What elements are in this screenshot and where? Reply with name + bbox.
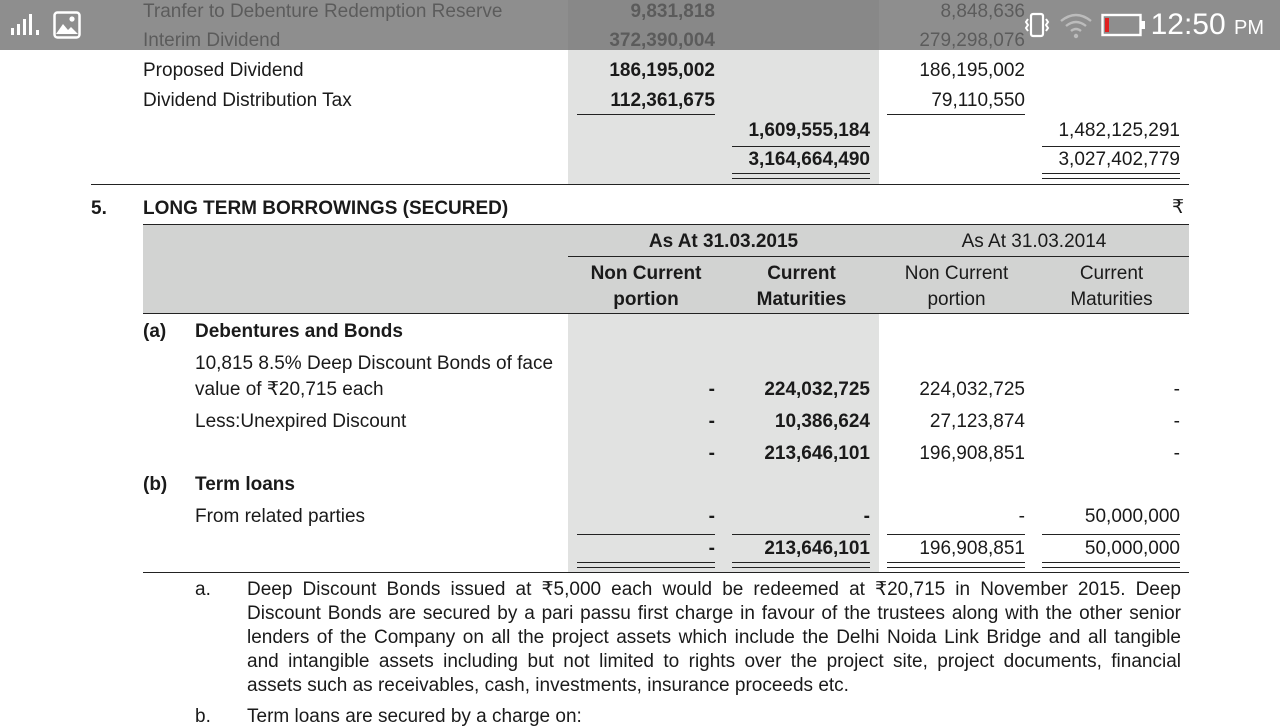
- header-col1-line2: portion: [613, 289, 679, 310]
- less-col4: -: [1173, 411, 1180, 432]
- header-col2-line1: Current: [767, 263, 836, 284]
- battery-low-icon: [1101, 13, 1147, 37]
- header-col3-line1: Non Current: [904, 263, 1009, 284]
- section-number: 5.: [91, 198, 107, 219]
- item-a-marker: (a): [143, 321, 167, 342]
- related-col1: -: [708, 506, 715, 527]
- row-value-proposed-py: 186,195,002: [919, 60, 1025, 81]
- section-divider: [91, 184, 1189, 185]
- rule: [887, 534, 1025, 535]
- item-b-heading: Term loans: [195, 474, 295, 495]
- rule: [732, 146, 870, 147]
- clock-time: 12:50: [1150, 8, 1226, 41]
- status-clock: [1151, 8, 1264, 45]
- status-bar: [0, 0, 1280, 50]
- header-col4-line1: Current: [1079, 263, 1144, 284]
- total-col3: 196,908,851: [919, 538, 1025, 559]
- bond-col1: -: [708, 379, 715, 400]
- double-rule: [1042, 173, 1180, 179]
- wifi-icon: [1059, 11, 1093, 39]
- rule: [568, 256, 1189, 257]
- subtotal-cy: 1,609,555,184: [748, 120, 870, 141]
- less-col1: -: [708, 411, 715, 432]
- item-b-marker: (b): [143, 474, 168, 495]
- related-col2: -: [863, 506, 870, 527]
- header-date-py: As At 31.03.2014: [961, 231, 1107, 252]
- note-b-text: Term loans are secured by a charge on:: [247, 706, 582, 727]
- header-col2-line2: Maturities: [756, 289, 847, 310]
- note-a-line: assets such as receivables, cash, investments, insurance proceeds etc.: [247, 675, 849, 696]
- note-a-line: Deep Discount Bonds issued at ₹5,000 each would be redeemed at ₹20,715 in November 2015. Deep: [247, 579, 1181, 600]
- note-a-text: [247, 578, 1181, 698]
- row-value-ddt-cy: 112,361,675: [610, 90, 715, 111]
- bond-description-line1: 10,815 8.5% Deep Discount Bonds of face: [195, 353, 554, 374]
- row-value-proposed-cy: 186,195,002: [609, 60, 715, 81]
- total-py: 3,027,402,779: [1058, 149, 1180, 170]
- row-label-proposed-dividend: Proposed Dividend: [143, 60, 304, 81]
- header-date-cy: As At 31.03.2015: [648, 231, 799, 252]
- rule: [577, 114, 715, 115]
- row-label-ddt: Dividend Distribution Tax: [143, 90, 352, 111]
- total-cy: 3,164,664,490: [748, 149, 870, 170]
- rule: [577, 534, 715, 535]
- header-col3-line2: portion: [927, 289, 986, 310]
- double-rule: [577, 562, 715, 568]
- related-col4: 50,000,000: [1084, 506, 1180, 527]
- double-rule: [1042, 562, 1180, 568]
- related-parties-label: From related parties: [195, 506, 366, 527]
- note-b-marker: b.: [195, 706, 211, 727]
- header-col4-line2: Maturities: [1070, 289, 1153, 310]
- item-a-heading: Debentures and Bonds: [195, 321, 403, 342]
- less-col3: 27,123,874: [929, 411, 1025, 432]
- note-a-line: lenders of the Company on all the project assets which include the Delhi Noida Link Bridge and all tangible: [247, 627, 1181, 648]
- table-bottom-rule: [143, 572, 1189, 573]
- vibrate-icon: [1022, 11, 1052, 39]
- rule: [1042, 534, 1180, 535]
- net-col4: -: [1173, 443, 1180, 464]
- double-rule: [732, 173, 870, 179]
- clock-ampm: PM: [1234, 17, 1264, 39]
- total-col1: -: [708, 538, 715, 559]
- rule: [143, 313, 1189, 314]
- total-col2: 213,646,101: [764, 538, 870, 559]
- rule: [732, 534, 870, 535]
- signal-icon: [10, 12, 44, 36]
- less-col2: 10,386,624: [774, 411, 870, 432]
- header-col1-line1: Non Current: [590, 263, 702, 284]
- rule: [1042, 146, 1180, 147]
- note-a-marker: a.: [195, 579, 211, 600]
- double-rule: [732, 562, 870, 568]
- double-rule: [887, 562, 1025, 568]
- note-a-line: and intangible assets including but not limited to rights over the project site, project documents, financial: [247, 651, 1181, 672]
- gallery-notification-icon: [53, 11, 81, 39]
- rule: [887, 114, 1025, 115]
- subtotal-py: 1,482,125,291: [1058, 120, 1180, 141]
- currency-symbol: ₹: [1172, 197, 1185, 218]
- net-col3: 196,908,851: [919, 443, 1025, 464]
- related-col3: -: [1018, 506, 1025, 527]
- net-col1: -: [708, 443, 715, 464]
- bond-col2: 224,032,725: [764, 379, 870, 400]
- total-col4: 50,000,000: [1084, 538, 1180, 559]
- rule: [143, 224, 1189, 225]
- bond-col3: 224,032,725: [919, 379, 1025, 400]
- net-col2: 213,646,101: [764, 443, 870, 464]
- bond-col4: -: [1173, 379, 1180, 400]
- note-a-line: Discount Bonds are secured by a pari passu first charge in favour of the trustees along with the other senior: [247, 603, 1181, 624]
- less-unexpired-label: Less:Unexpired Discount: [195, 411, 407, 432]
- row-value-ddt-py: 79,110,550: [931, 90, 1025, 111]
- section-title: LONG TERM BORROWINGS (SECURED): [143, 198, 509, 219]
- bond-description-line2: value of ₹20,715 each: [195, 379, 384, 400]
